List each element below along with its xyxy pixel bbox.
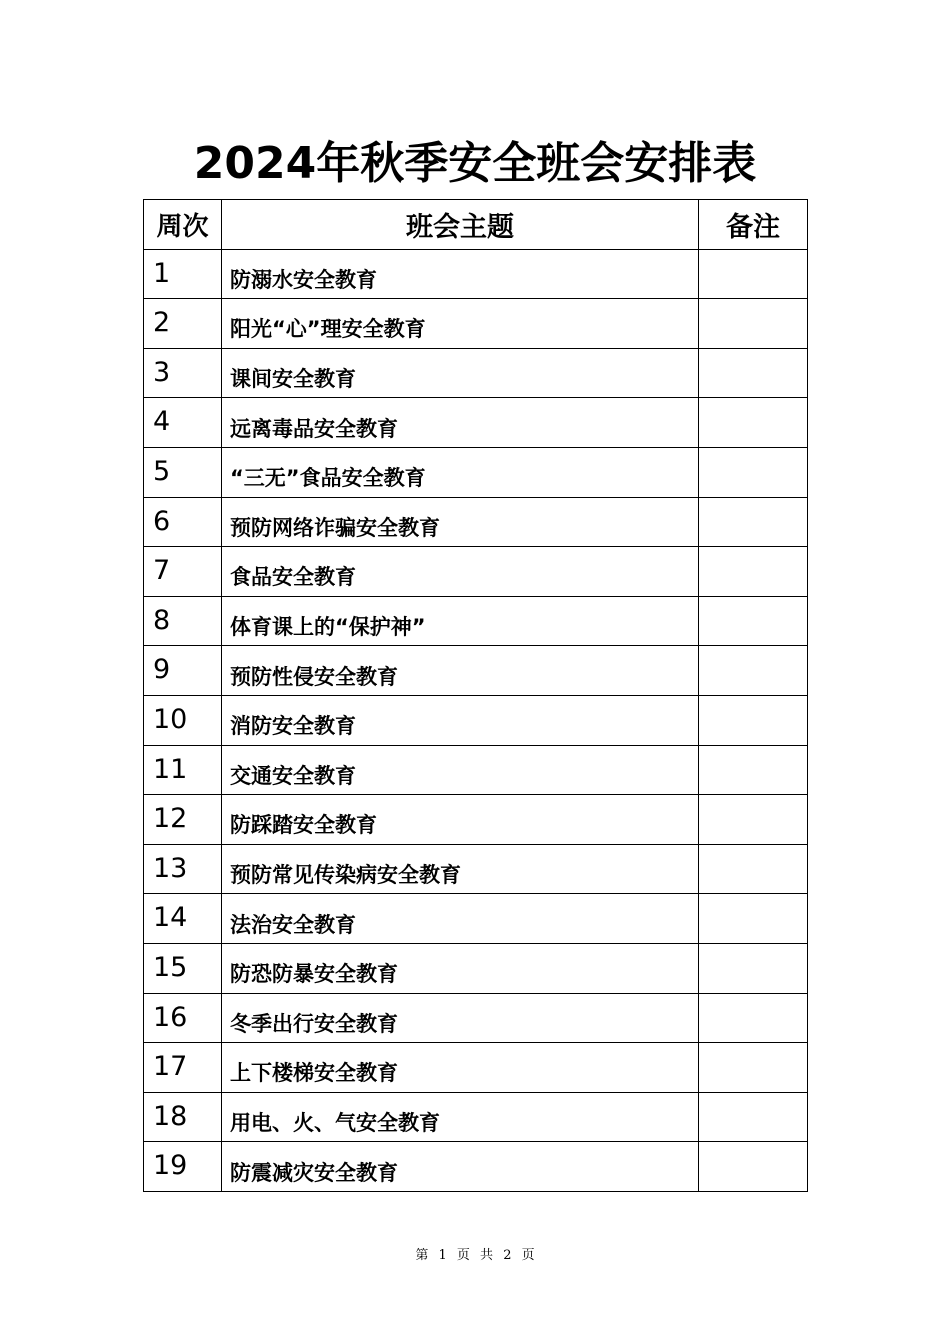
table-row (144, 596, 808, 646)
note-cell (699, 398, 808, 448)
week-number-cell: 10 (144, 695, 222, 745)
topic-cell: 远离毒品安全教育 (222, 398, 699, 448)
topic-cell: 上下楼梯安全教育 (222, 1043, 699, 1093)
week-number-cell: 15 (144, 943, 222, 993)
week-number-cell: 14 (144, 894, 222, 944)
note-cell (699, 1043, 808, 1093)
week-number-cell: 6 (144, 497, 222, 547)
topic-cell: 食品安全教育 (222, 547, 699, 597)
table-row (144, 398, 808, 448)
table-row (144, 844, 808, 894)
note-cell (699, 299, 808, 349)
week-number-cell: 8 (144, 596, 222, 646)
table-header-row (144, 200, 808, 250)
week-number-cell: 9 (144, 646, 222, 696)
topic-cell: 交通安全教育 (222, 745, 699, 795)
week-number-cell: 13 (144, 844, 222, 894)
week-number-cell: 12 (144, 795, 222, 845)
topic-cell: 防踩踏安全教育 (222, 795, 699, 845)
week-number-cell: 2 (144, 299, 222, 349)
table-row (144, 348, 808, 398)
table-row (144, 249, 808, 299)
note-cell (699, 447, 808, 497)
topic-cell: 用电、火、气安全教育 (222, 1092, 699, 1142)
week-number-cell: 1 (144, 249, 222, 299)
note-cell (699, 993, 808, 1043)
topic-cell: 防恐防暴安全教育 (222, 943, 699, 993)
table-row (144, 894, 808, 944)
table-row (144, 1092, 808, 1142)
topic-cell: 课间安全教育 (222, 348, 699, 398)
table-row (144, 299, 808, 349)
note-cell (699, 844, 808, 894)
week-number-cell: 17 (144, 1043, 222, 1093)
topic-cell: 法治安全教育 (222, 894, 699, 944)
topic-cell: 预防性侵安全教育 (222, 646, 699, 696)
note-cell (699, 795, 808, 845)
table-row (144, 745, 808, 795)
table-row (144, 943, 808, 993)
note-cell (699, 1142, 808, 1192)
topic-cell: 预防常见传染病安全教育 (222, 844, 699, 894)
table-row (144, 447, 808, 497)
page-title: 2024年秋季安全班会安排表 (193, 138, 757, 189)
topic-cell: 消防安全教育 (222, 695, 699, 745)
table-row (144, 547, 808, 597)
schedule-table (143, 199, 808, 1192)
header-week: 周次 (144, 200, 222, 250)
week-number-cell: 19 (144, 1142, 222, 1192)
table-row (144, 795, 808, 845)
note-cell (699, 348, 808, 398)
topic-cell: 防震减灾安全教育 (222, 1142, 699, 1192)
note-cell (699, 894, 808, 944)
week-number-cell: 18 (144, 1092, 222, 1142)
week-number-cell: 16 (144, 993, 222, 1043)
note-cell (699, 547, 808, 597)
note-cell (699, 497, 808, 547)
note-cell (699, 745, 808, 795)
note-cell (699, 1092, 808, 1142)
table-row (144, 497, 808, 547)
topic-cell: 体育课上的“保护神” (222, 596, 699, 646)
week-number-cell: 5 (144, 447, 222, 497)
table-body (144, 249, 808, 1191)
header-topic: 班会主题 (222, 200, 699, 250)
table-row (144, 695, 808, 745)
week-number-cell: 7 (144, 547, 222, 597)
table-row (144, 646, 808, 696)
table-row (144, 993, 808, 1043)
week-number-cell: 11 (144, 745, 222, 795)
topic-cell: 阳光“心”理安全教育 (222, 299, 699, 349)
note-cell (699, 596, 808, 646)
note-cell (699, 943, 808, 993)
topic-cell: “三无”食品安全教育 (222, 447, 699, 497)
topic-cell: 防溺水安全教育 (222, 249, 699, 299)
table-row (144, 1043, 808, 1093)
week-number-cell: 3 (144, 348, 222, 398)
week-number-cell: 4 (144, 398, 222, 448)
topic-cell: 预防网络诈骗安全教育 (222, 497, 699, 547)
page-number-footer: 第 1 页 共 2 页 (415, 1248, 535, 1263)
header-note: 备注 (699, 200, 808, 250)
note-cell (699, 695, 808, 745)
table-row (144, 1142, 808, 1192)
note-cell (699, 249, 808, 299)
topic-cell: 冬季出行安全教育 (222, 993, 699, 1043)
note-cell (699, 646, 808, 696)
